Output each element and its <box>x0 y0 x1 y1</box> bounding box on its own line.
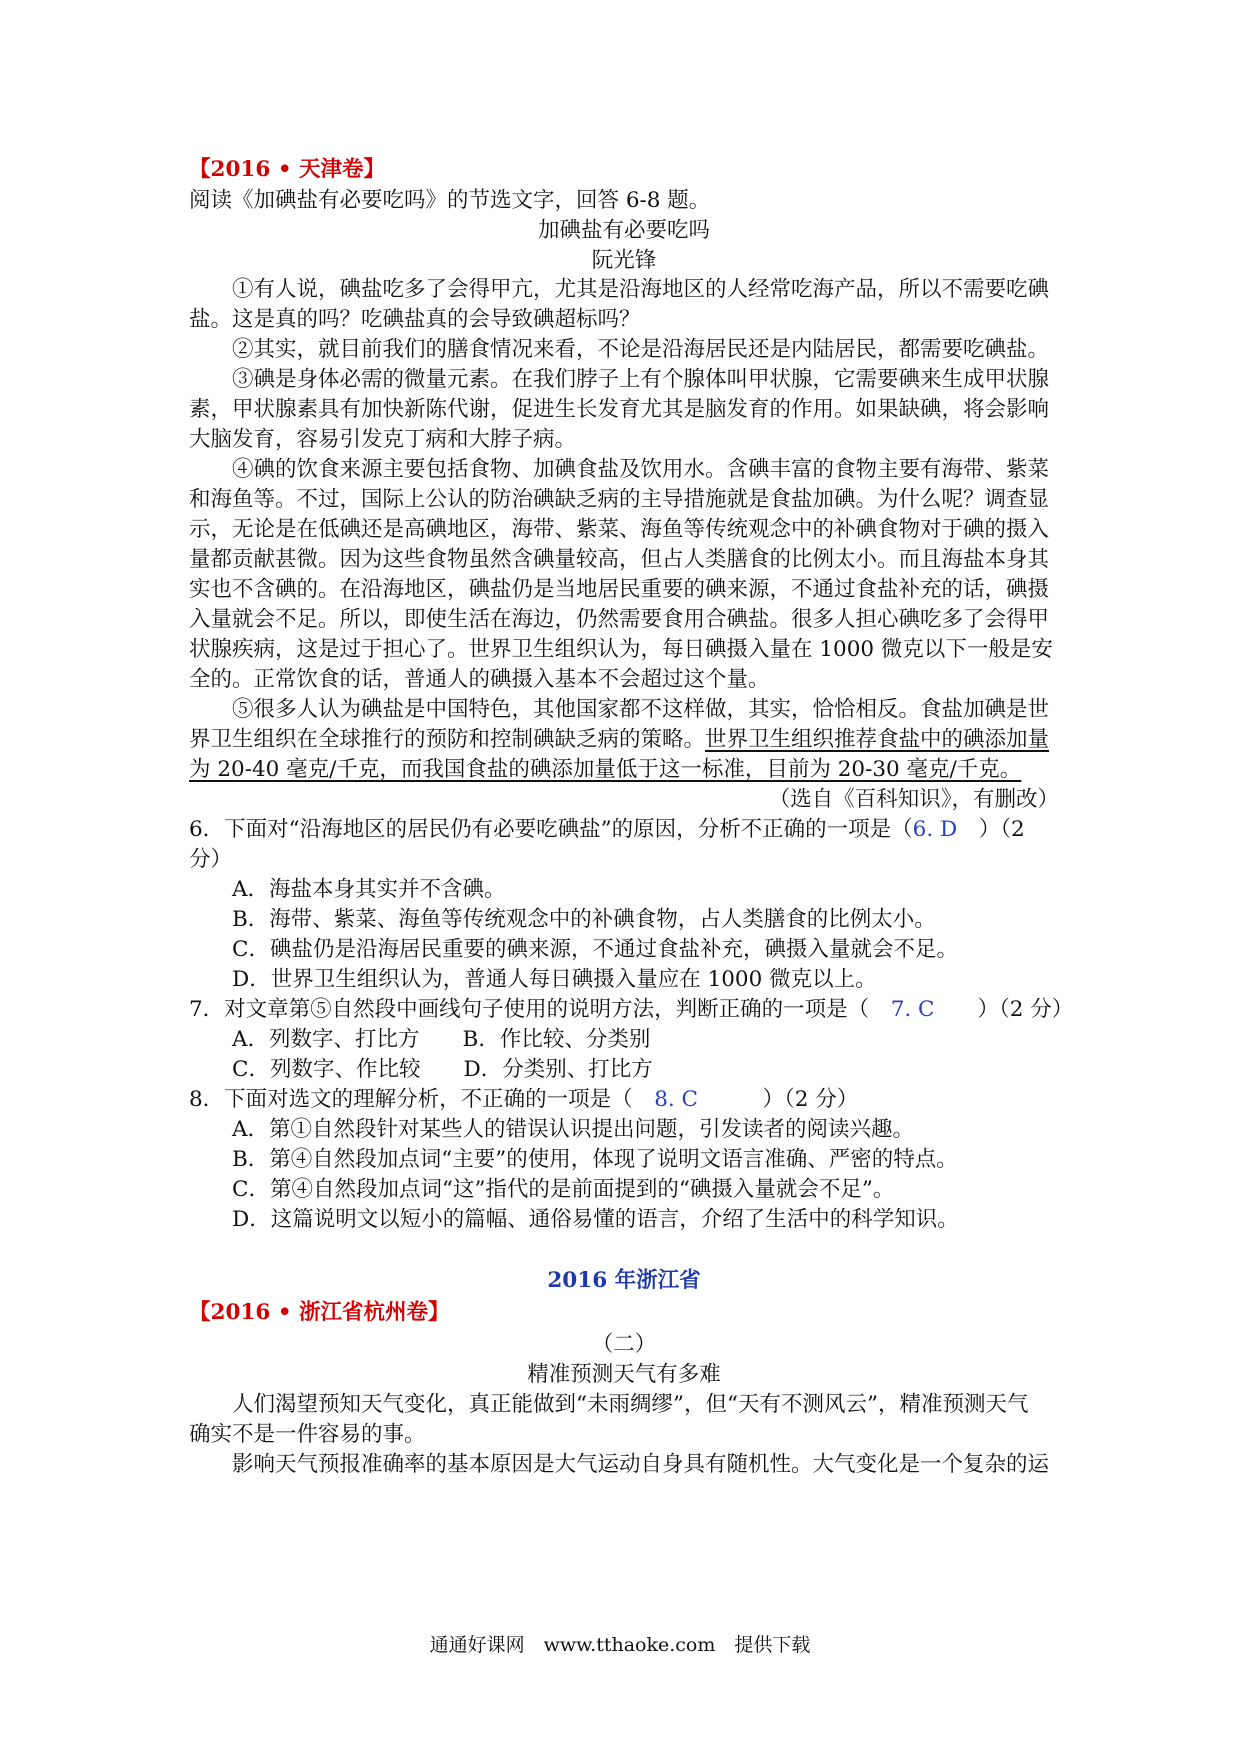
answer-8: 8. C <box>654 1087 699 1112</box>
question-7-options-row2: C．列数字、作比较 D．分类别、打比方 <box>232 1057 653 1082</box>
paragraph-line-underlined <box>189 753 1059 786</box>
paragraph-line-mixed <box>189 723 1059 756</box>
section-heading-tianjin: 【2016 • 天津卷】 <box>189 157 386 182</box>
question-6-option-b: B．海带、紫菜、海鱼等传统观念中的补碘食物，占人类膳食的比例太小。 <box>232 907 936 932</box>
paragraph-text: 界卫生组织在全球推行的预防和控制碘缺乏病的策略。 <box>189 727 706 752</box>
paragraph-line: 大脑发育，容易引发克丁病和大脖子病。 <box>189 427 577 452</box>
question-points: ）（2 分） <box>977 997 1074 1022</box>
article-source: （选自《百科知识》，有删改） <box>768 787 1059 812</box>
question-7-options-row1: A．列数字、打比方 B．作比较、分类别 <box>232 1027 651 1052</box>
paragraph-line: 状腺疾病，这是过于担心了。世界卫生组织认为，每日碘摄入量在 1000 微克以下一般是安 <box>189 637 1053 662</box>
paragraph-line: 入量就会不足。所以，即使生活在海边，仍然需要食用合碘盐。很多人担心碘吃多了会得甲 <box>189 607 1050 632</box>
paragraph-line: ③碘是身体必需的微量元素。在我们脖子上有个腺体叫甲状腺，它需要碘来生成甲状腺 <box>232 367 1050 392</box>
underlined-sentence: 世界卫生组织推荐食盐中的碘添加量 <box>705 727 1050 752</box>
paragraph-line: 和海鱼等。不过，国际上公认的防治碘缺乏病的主导措施就是食盐加碘。为什么呢？调查显 <box>189 487 1050 512</box>
question-text: 7．对文章第⑤自然段中画线句子使用的说明方法，判断正确的一项是（ <box>189 997 870 1022</box>
question-8-option-b: B．第④自然段加点词“主要”的使用，体现了说明文语言准确、严密的特点。 <box>232 1147 958 1172</box>
reading-instruction: 阅读《加碘盐有必要吃吗》的节选文字，回答 6-8 题。 <box>189 188 711 213</box>
paragraph-line: 示，无论是在低碘还是高碘地区，海带、紫菜、海鱼等传统观念中的补碘食物对于碘的摄入 <box>189 517 1050 542</box>
paragraph-line: 确实不是一件容易的事。 <box>189 1422 426 1447</box>
question-8-option-a: A．第①自然段针对某些人的错误认识提出问题，引发读者的阅读兴趣。 <box>232 1117 915 1142</box>
question-text: 8．下面对选文的理解分析，不正确的一项是（ <box>189 1087 633 1112</box>
paragraph-line: 影响天气预报准确率的基本原因是大气运动自身具有随机性。大气变化是一个复杂的运 <box>232 1452 1050 1477</box>
section-heading-hangzhou: 【2016 • 浙江省杭州卷】 <box>189 1300 450 1325</box>
question-6-stem-wrap: 分） <box>189 847 233 872</box>
section-title-zhejiang: 2016 年浙江省 <box>547 1268 701 1293</box>
paragraph-line: 盐。这是真的吗？吃碘盐真的会导致碘超标吗？ <box>189 307 641 332</box>
paragraph-line: 素，甲状腺素具有加快新陈代谢，促进生长发育尤其是脑发育的作用。如果缺碘，将会影响 <box>189 397 1050 422</box>
paragraph-line: 人们渴望预知天气变化，真正能做到“未雨绸缪”，但“天有不测风云”，精准预测天气 <box>232 1392 1029 1417</box>
paragraph-line: ④碘的饮食来源主要包括食物、加碘食盐及饮用水。含碘丰富的食物主要有海带、紫菜 <box>232 457 1050 482</box>
answer-6: 6. D <box>912 817 958 842</box>
underlined-sentence: 为 20-40 毫克/千克，而我国食盐的碘添加量低于这一标准，目前为 20-30 毫克/千克。 <box>189 757 1022 782</box>
paragraph-line: ⑤很多人认为碘盐是中国特色，其他国家都不这样做，其实，恰恰相反。食盐加碘是世 <box>232 697 1050 722</box>
page-footer: 通通好课网 www.tthaoke.com 提供下载 <box>429 1634 811 1656</box>
question-7-stem <box>189 993 1074 1026</box>
paragraph-line: 量都贡献甚微。因为这些食物虽然含碘量较高，但占人类膳食的比例太小。而且海盐本身其 <box>189 547 1050 572</box>
question-8-option-c: C．第④自然段加点词“这”指代的是前面提到的“碘摄入量就会不足”。 <box>232 1177 895 1202</box>
paragraph-line: ②其实，就目前我们的膳食情况来看，不论是沿海居民还是内陆居民，都需要吃碘盐。 <box>232 337 1050 362</box>
question-points: ）（2 分） <box>762 1087 859 1112</box>
paragraph-line: 全的。正常饮食的话，普通人的碘摄入基本不会超过这个量。 <box>189 667 770 692</box>
article-title: 加碘盐有必要吃吗 <box>537 218 710 243</box>
question-6-option-c: C．碘盐仍是沿海居民重要的碘来源，不通过食盐补充，碘摄入量就会不足。 <box>232 937 958 962</box>
question-6-option-d: D．世界卫生组织认为，普通人每日碘摄入量应在 1000 微克以上。 <box>232 967 877 992</box>
paragraph-line: 实也不含碘的。在沿海地区，碘盐仍是当地居民重要的碘来源，不通过食盐补充的话，碘摄 <box>189 577 1050 602</box>
article-author: 阮光锋 <box>591 248 657 273</box>
part-number: （二） <box>591 1332 657 1357</box>
question-6-option-a: A．海盐本身其实并不含碘。 <box>232 877 506 902</box>
article-title-2: 精准预测天气有多难 <box>527 1362 721 1387</box>
question-6-stem <box>189 813 1059 846</box>
question-text: 6．下面对“沿海地区的居民仍有必要吃碘盐”的原因，分析不正确的一项是（ <box>189 817 913 842</box>
question-8-stem <box>189 1083 1059 1116</box>
question-points: ）（2 <box>978 817 1025 842</box>
paragraph-line: ①有人说，碘盐吃多了会得甲亢，尤其是沿海地区的人经常吃海产品，所以不需要吃碘 <box>232 277 1050 302</box>
question-8-option-d: D．这篇说明文以短小的篇幅、通俗易懂的语言，介绍了生活中的科学知识。 <box>232 1207 959 1232</box>
answer-7: 7. C <box>890 997 935 1022</box>
